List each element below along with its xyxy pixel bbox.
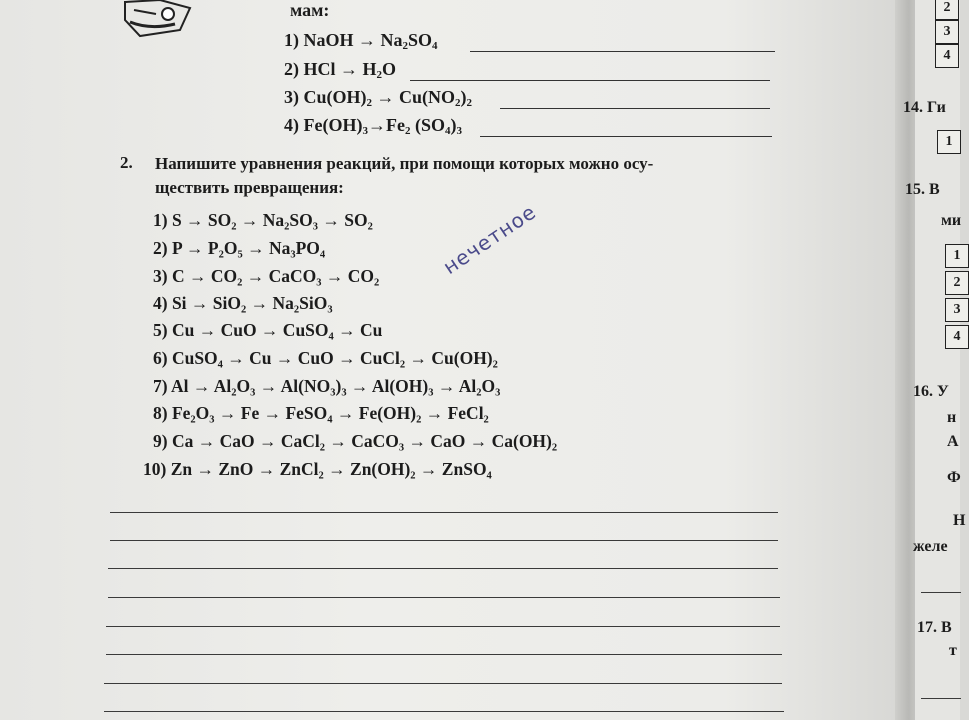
question-16-text-b: А [947,433,959,450]
answer-line-3[interactable] [108,568,778,569]
reaction-10: 10) Zn → ZnO → ZnCl₂ → Zn(OH)₂ → ZnSO₄ [143,459,492,479]
answer-line-7[interactable] [104,683,782,684]
answer-line-5[interactable] [106,626,780,627]
answer-blank-4[interactable] [480,136,772,137]
task2-text-line1: Напишите уравнения реакций, при помощи которых можно осу- [155,154,654,173]
reaction-9: 9) Ca → CaO → CaCl₂ → CaCO₃ → CaO → Ca(OH)₂ [153,431,558,451]
task1-item-4: 4) $Fe(OH)_3\to Fe_2$ $(SO_4)_3$ [284,115,462,137]
answer-line-right-2[interactable] [921,698,961,699]
grid-cell: 4 [945,325,969,349]
answer-line-2[interactable] [110,540,778,541]
task2-number: 2. [120,153,133,172]
reaction-5: 5) Cu → CuO → CuSO₄ → Cu [153,320,383,340]
question-15-sub: ми [941,212,962,229]
question-15: 15. В [905,181,940,198]
answer-line-8[interactable] [104,711,784,712]
answer-blank-1[interactable] [470,51,775,52]
answer-line-right[interactable] [921,592,961,593]
reaction-4: 4) Si → SiO₂ → Na₂SiO₃ [153,293,333,313]
grid-cell: 2 [945,271,969,295]
reaction-3: 3) C → CO₂ → CaCO₃ → CO₂ [153,266,380,286]
question-17-text: т [949,642,957,659]
task1-item-2: 2) HCl → $H_2O$ [284,59,397,81]
grid-cell: 3 [945,298,969,322]
handwritten-note: нечетное [438,199,541,279]
question-16: 16. У [913,383,949,400]
book-illustration-icon [120,0,200,40]
reaction-6: 6) CuSO₄ → Cu → CuO → CuCl₂ → Cu(OH)₂ [153,348,498,368]
question-14: 14. Ги [903,99,946,116]
answer-line-6[interactable] [106,654,782,655]
grid-cell: 4 [935,44,959,68]
answer-blank-2[interactable] [410,80,770,81]
grid-cell: 3 [935,20,959,44]
task1-intro-tail: мам: [290,0,330,20]
grid-cell: 2 [935,0,959,20]
reaction-1: 1) S → SO₂ → Na₂SO₃ → SO₂ [153,210,373,230]
task1-item-3: 3) $Cu(OH)_2 \to Cu(NO_2)_2$ [284,87,473,109]
question-16-text-d: Н [953,512,966,529]
answer-line-1[interactable] [110,512,778,513]
question-16-text-c: Ф [947,469,961,486]
reaction-2: 2) P → P₂O₅ → Na₃PO₄ [153,238,326,258]
right-page [903,0,966,720]
answer-line-4[interactable] [108,597,780,598]
answer-blank-3[interactable] [500,108,770,109]
task2-text-line2: ществить превращения: [155,178,344,197]
grid-cell: 1 [937,130,961,154]
task1-item-1: 1) NaOH → $Na_2SO_4$ [284,30,438,52]
grid-cell: 1 [945,244,969,268]
question-16-text-e: желе [913,538,948,555]
reaction-8: 8) Fe₂O₃ → Fe → FeSO₄ → Fe(OH)₂ → FeCl₂ [153,403,489,423]
question-16-text-a: н [947,409,957,426]
reaction-7: 7) Al → Al₂O₃ → Al(NO₃)₃ → Al(OH)₃ → Al₂O₃ [153,376,501,396]
question-17: 17. В [917,619,952,636]
